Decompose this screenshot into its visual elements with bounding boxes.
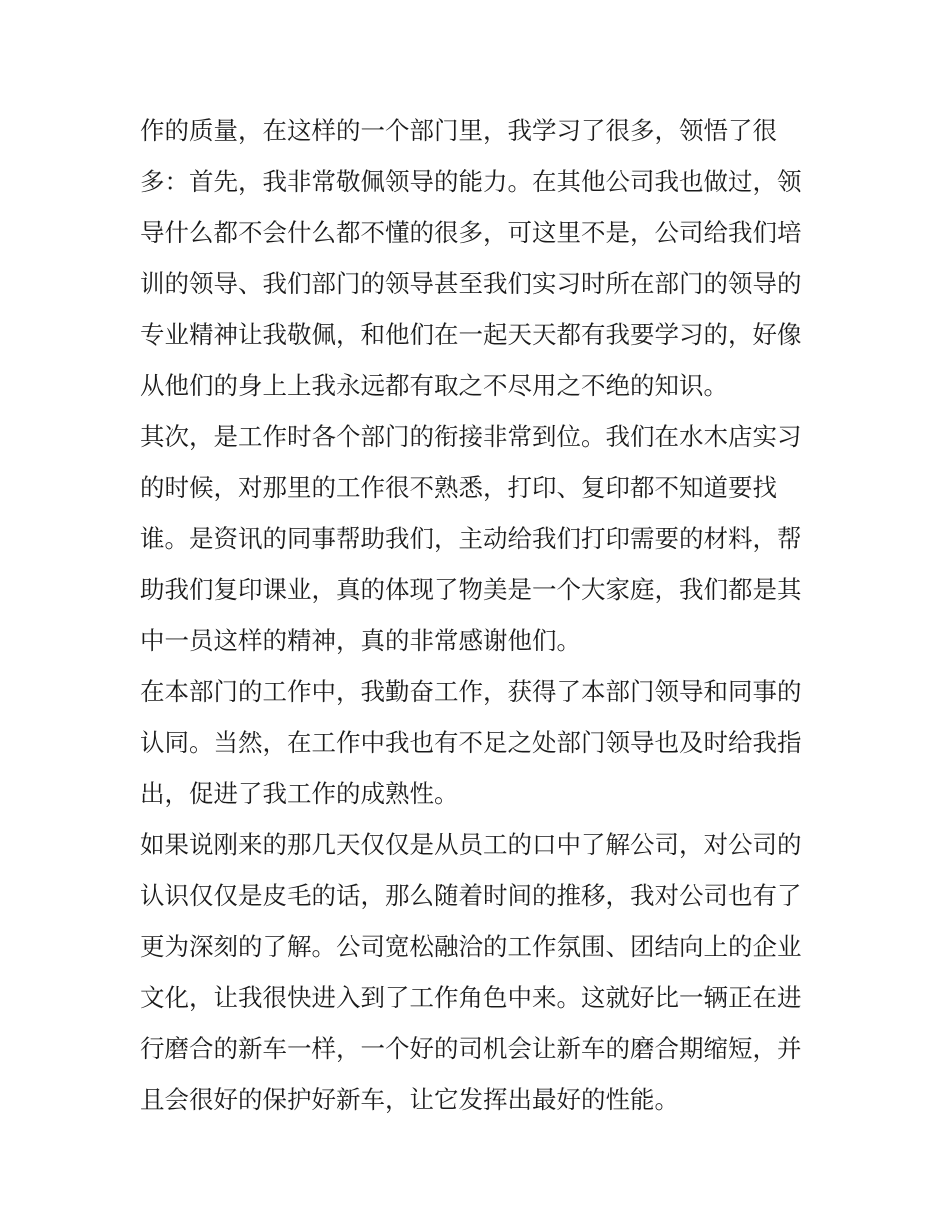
text-line: 文化，让我很快进入到了工作角色中来。这就好比一辆正在进 bbox=[140, 983, 802, 1012]
text-line: 助我们复印课业，真的体现了物美是一个大家庭，我们都是其 bbox=[140, 575, 802, 604]
text-line: 行磨合的新车一样，一个好的司机会让新车的磨合期缩短，并 bbox=[140, 1034, 802, 1063]
text-line: 更为深刻的了解。公司宽松融洽的工作氛围、团结向上的企业 bbox=[140, 932, 802, 961]
text-line: 认同。当然，在工作中我也有不足之处部门领导也及时给我指 bbox=[140, 728, 802, 757]
text-line: 中一员这样的精神，真的非常感谢他们。 bbox=[140, 626, 581, 655]
body-text bbox=[140, 105, 820, 1125]
text-line: 专业精神让我敬佩，和他们在一起天天都有我要学习的，好像 bbox=[140, 320, 802, 349]
text-line: 其次，是工作时各个部门的衔接非常到位。我们在水木店实习 bbox=[140, 422, 802, 451]
text-line: 如果说刚来的那几天仅仅是从员工的口中了解公司，对公司的 bbox=[140, 830, 802, 859]
text-line: 且会很好的保护好新车，让它发挥出最好的性能。 bbox=[140, 1085, 679, 1114]
text-line: 的时候，对那里的工作很不熟悉，打印、复印都不知道要找 bbox=[140, 473, 777, 502]
text-line: 训的领导、我们部门的领导甚至我们实习时所在部门的领导的 bbox=[140, 269, 802, 298]
text-line: 多：首先，我非常敬佩领导的能力。在其他公司我也做过，领 bbox=[140, 167, 802, 196]
text-line: 从他们的身上上我永远都有取之不尽用之不绝的知识。 bbox=[140, 371, 728, 400]
text-line: 出，促进了我工作的成熟性。 bbox=[140, 779, 459, 808]
text-line: 谁。是资讯的同事帮助我们，主动给我们打印需要的材料，帮 bbox=[140, 524, 802, 553]
text-line: 作的质量，在这样的一个部门里，我学习了很多，领悟了很 bbox=[140, 116, 777, 145]
text-line: 认识仅仅是皮毛的话，那么随着时间的推移，我对公司也有了 bbox=[140, 881, 802, 910]
text-line: 导什么都不会什么都不懂的很多，可这里不是，公司给我们培 bbox=[140, 218, 802, 247]
text-line: 在本部门的工作中，我勤奋工作，获得了本部门领导和同事的 bbox=[140, 677, 802, 706]
